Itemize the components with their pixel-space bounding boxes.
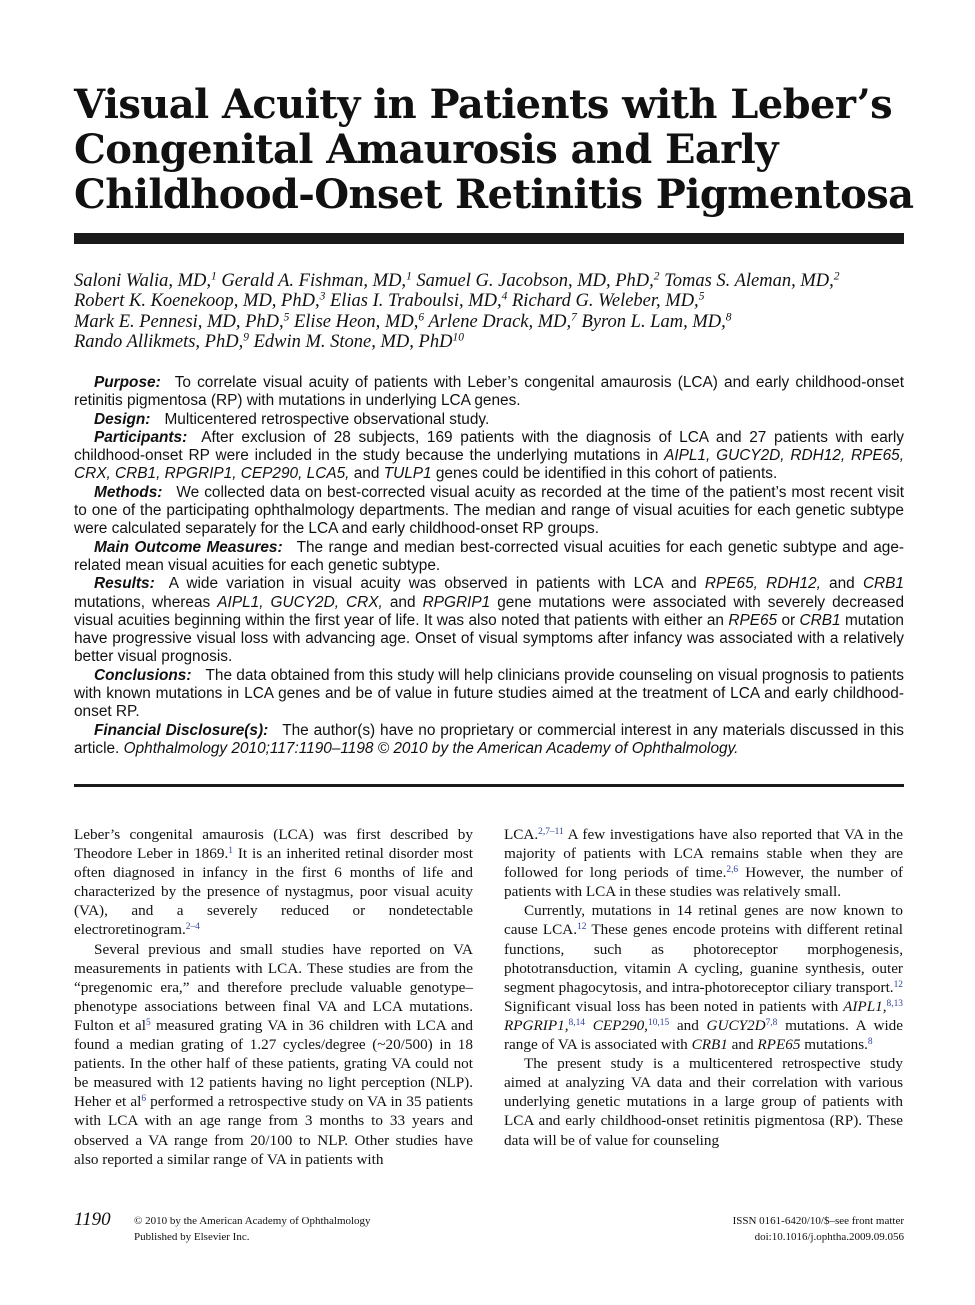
body-text: measured grating VA in 36 children with LCA and found a median grating of 1.27 cycles/degree (~20/500) in 18 patients. In the other half of these patients, grating VA could not be measured with 12 patients having no light perception (NLP). Heher et al <box>74 1016 473 1111</box>
section-label: Design: <box>94 410 151 428</box>
reference-marker[interactable]: 2,6 <box>726 865 739 876</box>
body-paragraph <box>74 940 473 1169</box>
body-paragraph <box>504 1054 903 1149</box>
section-text: A wide variation in visual acuity was observed in patients with LCA and <box>168 575 705 593</box>
author-name: Arlene Drack, MD, <box>424 311 572 332</box>
reference-marker[interactable]: 2–4 <box>185 922 200 933</box>
abstract-methods <box>74 484 904 539</box>
abstract-participants <box>74 429 904 484</box>
publisher-text: Published by Elsevier Inc. <box>134 1231 250 1243</box>
author-name: Richard G. Weleber, MD, <box>507 291 699 312</box>
abstract-rule <box>74 784 904 787</box>
doi-link[interactable]: doi:10.1016/j.ophtha.2009.09.056 <box>754 1231 904 1243</box>
section-text: Multicentered retrospective observational study. <box>164 410 490 428</box>
reference-marker[interactable]: 12 <box>893 979 903 990</box>
gene-name: RPGRIP1 <box>422 593 491 611</box>
affiliation-marker: 1 <box>211 270 217 283</box>
abstract-results <box>74 575 904 666</box>
gene-list: AIPL1, GUCY2D, CRX, <box>217 593 383 611</box>
body-text: and <box>727 1036 758 1054</box>
affiliation-marker: 2 <box>653 270 660 283</box>
gene-name: AIPL1, <box>843 997 887 1015</box>
body-text: However, the number of patients with LCA in these studies was relatively small. <box>504 864 904 901</box>
abstract-outcome <box>74 539 904 576</box>
section-label: Financial Disclosure(s): <box>94 721 269 739</box>
abstract-design <box>74 411 904 429</box>
affiliation-marker: 7 <box>571 311 577 324</box>
body-paragraph <box>504 825 903 901</box>
author-list <box>74 271 914 352</box>
author-line <box>74 271 914 291</box>
body-text: mutations. A wide range of VA is associated with <box>504 1016 904 1054</box>
body-text: These genes encode proteins with different retinal functions, such as photoreceptor morphogenesis, phototransduction, vitamin A cycling, guanine synthesis, outer segment phagocytosis, and intra-photoreceptor ciliary transport. <box>504 921 903 996</box>
gene-name: RPE65 <box>728 611 778 629</box>
gene-name: CRB1 <box>862 575 904 593</box>
affiliation-marker: 6 <box>418 311 425 324</box>
reference-marker[interactable]: 8,14 <box>568 1017 585 1028</box>
body-text: A few investigations have also reported that VA in the majority of patients with LCA remains stable when they are followed for long periods of time. <box>504 826 903 882</box>
affiliation-marker: 3 <box>319 291 326 303</box>
author-name: Rando Allikmets, PhD, <box>74 331 244 352</box>
abstract-disclosure <box>74 722 904 759</box>
section-text: mutation have progressive visual loss with advancing age. Onset of visual symptoms after infancy was associated with a relatively better visual prognosis. <box>74 611 904 666</box>
body-text: Significant visual loss has been noted in patients with <box>504 997 844 1015</box>
section-label: Conclusions: <box>94 666 192 684</box>
body-paragraph <box>74 825 473 940</box>
section-text: The author(s) have no proprietary or commercial interest in any materials discussed in this article. <box>74 721 904 757</box>
body-column-right <box>504 825 903 1150</box>
title-line: Visual Acuity in Patients with Leber’s <box>74 81 893 128</box>
gene-name: CEP290, <box>592 1016 648 1034</box>
reference-marker[interactable]: 12 <box>577 922 587 933</box>
author-line <box>74 332 914 352</box>
affiliation-marker: 9 <box>243 331 249 344</box>
section-text: mutations, whereas <box>74 593 218 611</box>
affiliation-marker: 4 <box>501 291 508 303</box>
body-text: It is an inherited retinal disorder most often diagnosed in infancy in the first 6 months of life and characterized by the presence of nystagmus, poor visual acuity (VA), and a severely reduced or nondetectable electroretinogram. <box>74 845 473 939</box>
section-text: and <box>349 465 384 483</box>
author-name: Samuel G. Jacobson, MD, PhD, <box>411 271 654 291</box>
gene-name: RPGRIP1, <box>504 1016 569 1034</box>
body-text: Several previous and small studies have reported on VA measurements in patients with LCA. These studies are from the “pregenomic era,” and therefore preclude valuable genotype–phenotype associations between final VA and LCA mutations. Fulton et al <box>74 940 473 1034</box>
author-name: Elias I. Traboulsi, MD, <box>325 291 502 312</box>
author-name: Robert K. Koenekoop, MD, PhD, <box>74 291 320 312</box>
section-text: The data obtained from this study will help clinicians provide counseling on visual prognosis to patients with known mutations in LCA genes and be of value in future studies aimed at the treatment of LCA and early childhood-onset RP. <box>74 666 904 721</box>
page-number: 1190 <box>74 1209 111 1230</box>
reference-marker[interactable]: 7,8 <box>765 1017 778 1028</box>
affiliation-marker: 5 <box>698 291 705 303</box>
section-text: To correlate visual acuity of patients with Leber’s congenital amaurosis (LCA) and early childhood-onset retinitis pigmentosa (RP) with mutations in underlying LCA genes. <box>74 374 904 410</box>
reference-marker[interactable]: 2,7–11 <box>538 826 564 837</box>
affiliation-marker: 10 <box>452 331 464 344</box>
gene-name: GUCY2D <box>706 1016 766 1034</box>
body-paragraph <box>504 901 903 1054</box>
section-text: The range and median best-corrected visual acuities for each genetic subtype and age-related mean visual acuities for each genetic subtype. <box>74 538 905 574</box>
gene-list: AIPL1, GUCY2D, RDH12, RPE65, CRX, CRB1, RPGRIP1, CEP290, LCA5, <box>74 447 904 483</box>
abstract-conclusions <box>74 667 904 722</box>
section-label: Participants: <box>94 428 188 446</box>
article-title <box>74 82 914 217</box>
reference-marker[interactable]: 10,15 <box>647 1017 670 1028</box>
reference-marker[interactable]: 8 <box>867 1036 873 1047</box>
reference-marker[interactable]: 8,13 <box>886 998 903 1009</box>
section-label: Purpose: <box>94 374 161 391</box>
section-text: genes could be identified in this cohort of patients. <box>431 465 778 483</box>
title-line: Congenital Amaurosis and Early <box>74 126 778 173</box>
author-name: Tomas S. Aleman, MD, <box>659 271 834 291</box>
footer-copyright-block <box>134 1213 371 1245</box>
section-label: Methods: <box>94 483 163 501</box>
title-line: Childhood-Onset Retinitis Pigmentosa <box>74 171 914 218</box>
gene-name: CRB1 <box>691 1036 728 1054</box>
author-name: Edwin M. Stone, MD, PhD <box>248 331 453 352</box>
body-text: and <box>669 1016 707 1034</box>
gene-name: RPE65 <box>757 1036 801 1054</box>
section-text: gene mutations were associated with severely decreased visual acuities beginning within the first year of life. It was also noted that patients with either an <box>74 593 905 629</box>
affiliation-marker: 2 <box>833 270 840 283</box>
section-text: and <box>820 575 863 593</box>
affiliation-marker: 5 <box>283 311 290 324</box>
author-name: Byron L. Lam, MD, <box>576 311 726 332</box>
section-text: We collected data on best-corrected visual acuity as recorded at the time of the patient’s most recent visit to one of the participating ophthalmology departments. The median and range of visual acuities for each genetic subtype were calculated separately for the LCA and early childhood-onset RP groups. <box>74 483 904 538</box>
author-line <box>74 312 914 332</box>
body-text: The present study is a multicentered retrospective study aimed at analyzing VA data and their correlation with various underlying genetic mutations in a large group of patients with LCA and early childhood-onset retinitis pigmentosa (RP). These data will be of value for counseling <box>504 1055 903 1149</box>
affiliation-marker: 8 <box>725 311 732 324</box>
copyright-text: © 2010 by the American Academy of Ophthalmology <box>134 1215 371 1227</box>
section-label: Main Outcome Measures: <box>94 538 283 556</box>
title-rule <box>74 233 904 244</box>
body-text: Currently, mutations in 14 retinal genes are now known to cause LCA. <box>504 902 903 939</box>
gene-name: TULP1 <box>383 465 432 483</box>
footer-identifiers <box>733 1213 904 1245</box>
author-name: Gerald A. Fishman, MD, <box>216 271 407 291</box>
author-name: Saloni Walia, MD, <box>74 271 212 291</box>
gene-name: CRB1 <box>799 611 841 629</box>
author-name: Elise Heon, MD, <box>289 311 419 332</box>
journal-citation: Ophthalmology 2010;117:1190–1198 © 2010 by the American Academy of Ophthalmology. <box>123 739 739 757</box>
section-text: or <box>777 611 800 629</box>
body-text: performed a retrospective study on VA in 35 patients with LCA with an age range from 3 months to 33 years and observed a VA range from 20/100 to NLP. Other studies have also reported a similar range of VA in patients with <box>74 1093 473 1168</box>
author-name: Mark E. Pennesi, MD, PhD, <box>74 311 284 332</box>
issn-text: ISSN 0161-6420/10/$–see front matter <box>732 1215 904 1227</box>
abstract <box>74 374 904 758</box>
reference-marker[interactable]: 1 <box>228 845 233 856</box>
abstract-purpose <box>74 374 904 411</box>
section-text: After exclusion of 28 subjects, 169 patients with the diagnosis of LCA and 27 patients with early childhood-onset RP were included in the study because the underlying mutations in <box>74 428 904 465</box>
section-label: Results: <box>94 575 155 593</box>
body-text: mutations. <box>800 1036 868 1054</box>
body-text: LCA. <box>504 826 539 843</box>
gene-list: RPE65, RDH12, <box>704 575 821 593</box>
author-line <box>74 291 914 311</box>
body-text: Leber’s congenital amaurosis (LCA) was first described by Theodore Leber in 1869. <box>74 826 473 863</box>
reference-marker[interactable]: 6 <box>141 1094 147 1105</box>
reference-marker[interactable]: 5 <box>146 1017 151 1028</box>
body-column-left <box>74 825 473 1169</box>
section-text: and <box>382 593 423 611</box>
affiliation-marker: 1 <box>406 270 412 283</box>
